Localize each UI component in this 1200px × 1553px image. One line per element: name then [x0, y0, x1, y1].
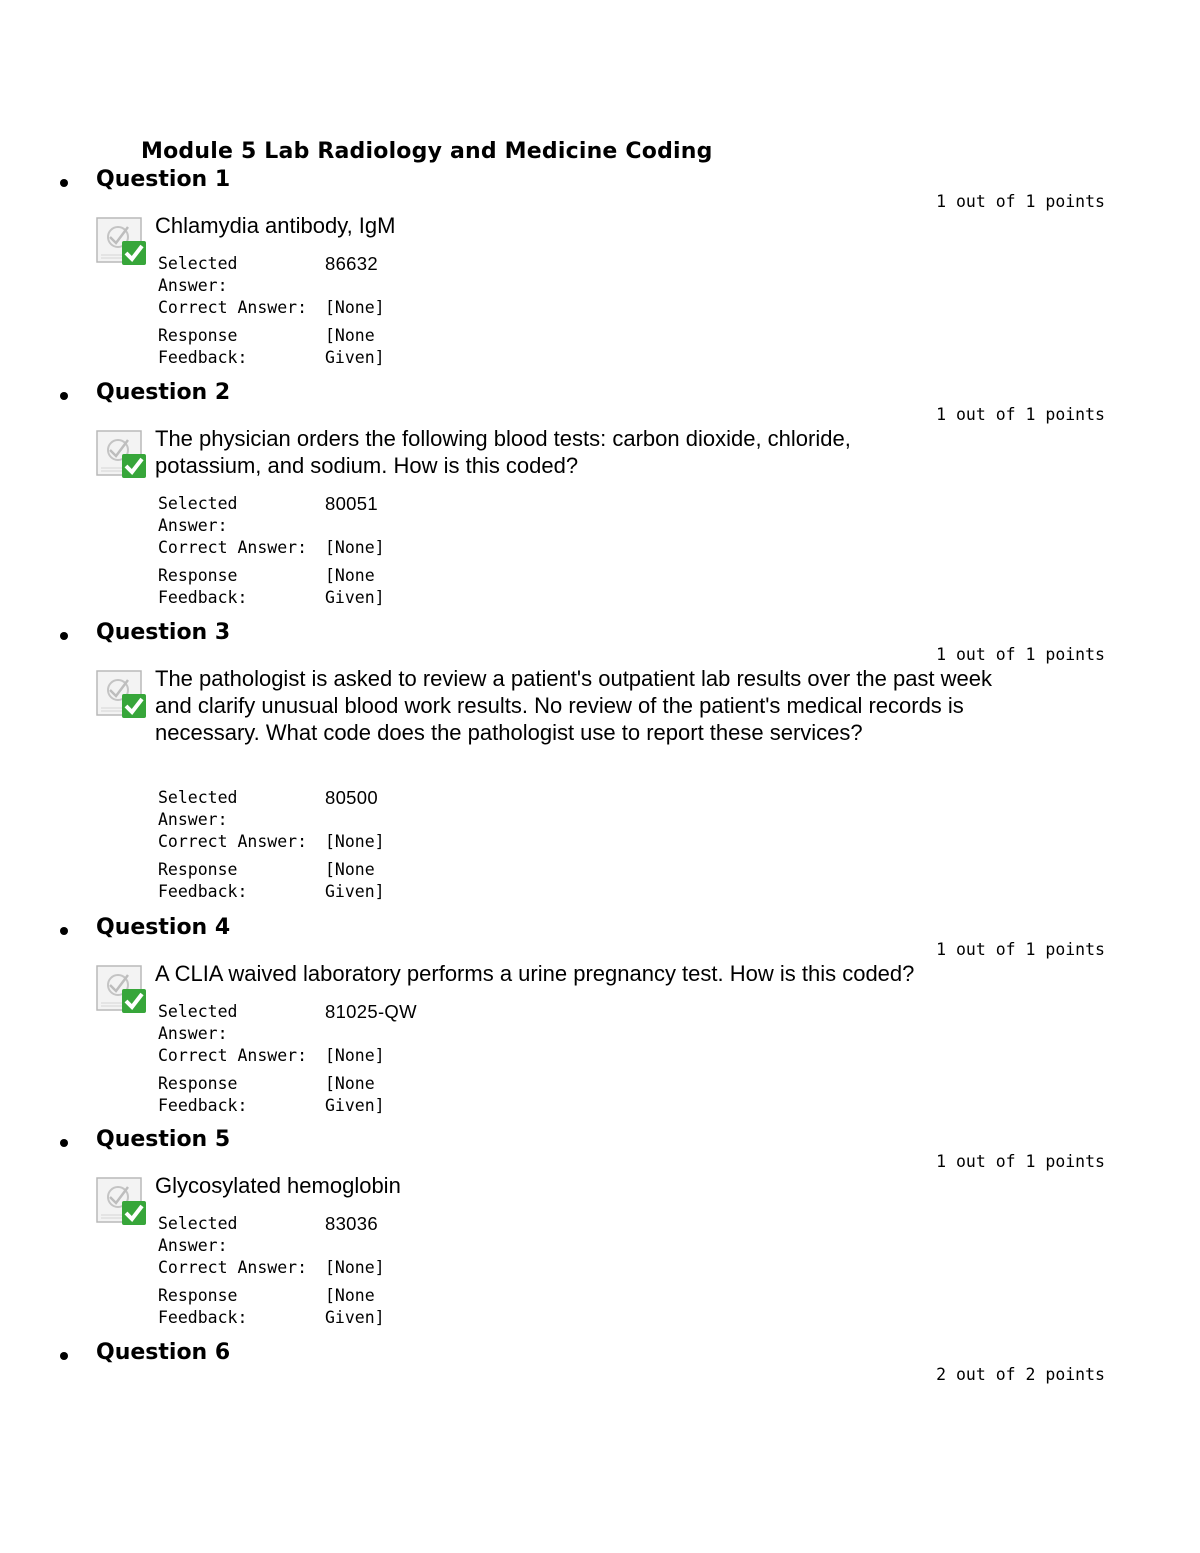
question-text: Chlamydia antibody, IgM: [155, 213, 396, 238]
question-text: The pathologist is asked to review a patient's outpatient lab results over the past week and clarify unusual blood work results. No review of the patient's medical records is necessary. What code does the pathologist use to report these services?: [155, 666, 993, 745]
correct-answer-value: [None]: [325, 538, 385, 557]
correct-answer-value: [None]: [325, 298, 385, 317]
selected-answer-value: 86632: [325, 253, 378, 274]
points-score: 1 out of 1 points: [936, 192, 1105, 211]
response-feedback-value: [None Given]: [325, 1074, 385, 1115]
bullet: [60, 632, 68, 640]
correct-answer-label: Correct Answer:: [158, 1258, 308, 1277]
question-text: A CLIA waived laboratory performs a urine pregnancy test. How is this coded?: [155, 961, 915, 986]
points-score: 1 out of 1 points: [936, 645, 1105, 664]
points-score: 2 out of 2 points: [936, 1365, 1105, 1384]
response-feedback-value: [None Given]: [325, 860, 385, 901]
response-feedback-value: [None Given]: [325, 1286, 385, 1327]
response-feedback-label: Response Feedback:: [158, 566, 248, 607]
question-text: The physician orders the following blood tests: carbon dioxide, chloride, potassium, and sodium. How is this coded?: [155, 426, 851, 478]
question-text: Glycosylated hemoglobin: [155, 1173, 401, 1198]
correct-answer-label: Correct Answer:: [158, 298, 308, 317]
bullet: [60, 1352, 68, 1360]
selected-answer-label: Selected Answer:: [158, 788, 238, 829]
question-heading: Question 4: [96, 915, 231, 940]
page-title: Module 5 Lab Radiology and Medicine Coding: [141, 139, 713, 164]
correct-answer-value: [None]: [325, 1046, 385, 1065]
selected-answer-label: Selected Answer:: [158, 1002, 238, 1043]
response-feedback-value: [None Given]: [325, 566, 385, 607]
question-heading: Question 2: [96, 380, 231, 405]
correct-check-icon: [96, 1175, 148, 1227]
selected-answer-value: 81025-QW: [325, 1001, 417, 1022]
bullet: [60, 1139, 68, 1147]
correct-answer-value: [None]: [325, 832, 385, 851]
selected-answer-label: Selected Answer:: [158, 254, 238, 295]
selected-answer-value: 83036: [325, 1213, 378, 1234]
correct-check-icon: [96, 428, 148, 480]
response-feedback-label: Response Feedback:: [158, 860, 248, 901]
correct-answer-label: Correct Answer:: [158, 1046, 308, 1065]
selected-answer-label: Selected Answer:: [158, 494, 238, 535]
bullet: [60, 927, 68, 935]
question-heading: Question 3: [96, 620, 231, 645]
bullet: [60, 392, 68, 400]
points-score: 1 out of 1 points: [936, 1152, 1105, 1171]
question-heading: Question 6: [96, 1340, 231, 1365]
response-feedback-value: [None Given]: [325, 326, 385, 367]
correct-answer-value: [None]: [325, 1258, 385, 1277]
question-heading: Question 1: [96, 167, 231, 192]
response-feedback-label: Response Feedback:: [158, 326, 248, 367]
correct-answer-label: Correct Answer:: [158, 832, 308, 851]
points-score: 1 out of 1 points: [936, 405, 1105, 424]
points-score: 1 out of 1 points: [936, 940, 1105, 959]
correct-check-icon: [96, 668, 148, 720]
correct-check-icon: [96, 215, 148, 267]
response-feedback-label: Response Feedback:: [158, 1074, 248, 1115]
selected-answer-value: 80500: [325, 787, 378, 808]
selected-answer-label: Selected Answer:: [158, 1214, 238, 1255]
correct-answer-label: Correct Answer:: [158, 538, 308, 557]
response-feedback-label: Response Feedback:: [158, 1286, 248, 1327]
bullet: [60, 179, 68, 187]
question-heading: Question 5: [96, 1127, 231, 1152]
correct-check-icon: [96, 963, 148, 1015]
selected-answer-value: 80051: [325, 493, 378, 514]
